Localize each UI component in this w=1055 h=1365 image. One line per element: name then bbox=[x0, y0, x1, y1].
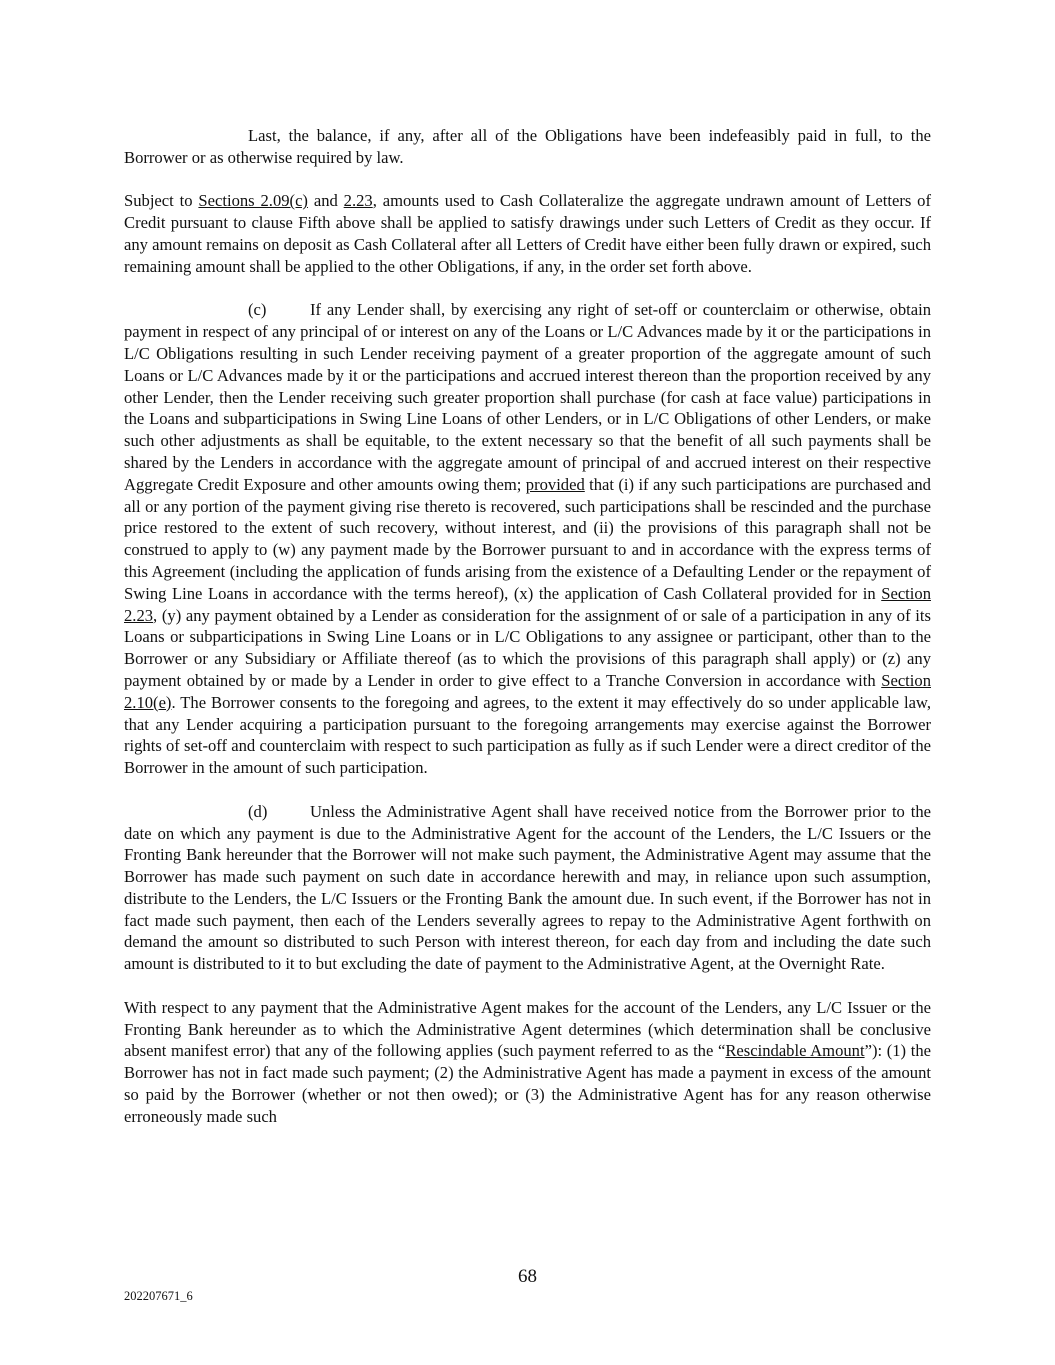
paragraph-text: , (y) any payment obtained by a Lender as consideration for the assignment of or sale of a participation in any of its Loans or subparticipations in Swing Line Loans or in L/C Obligations to any assignee or participant, other than to the Borrower or any Subsidiary or Affiliate thereof (as to which the provisions of this paragraph shall apply) or (z) any payment obtained by or made by a Lender in order to give effect to a Tranche Conversion in accordance with bbox=[124, 605, 931, 690]
paragraph-text: that (i) if any such participations are purchased and all or any portion of the payment giving rise thereto is recovered, such participations shall be rescinded and the purchase price restored to the extent of such recovery, without interest, and (ii) the provisions of this paragraph shall not be construed to apply to (w) any payment made by the Borrower pursuant to and in accordance with the express terms of this Agreement (including the application of funds arising from the existence of a Defaulting Lender or the repayment of Swing Line Loans in accordance with the terms hereof), (x) the application of Cash Collateral provided for in bbox=[124, 474, 931, 603]
section-reference: Section 2.23 bbox=[124, 583, 931, 625]
paragraph-last-balance bbox=[124, 125, 931, 169]
paragraph-text: Subject to bbox=[124, 191, 199, 211]
clause-label: (d) bbox=[248, 801, 268, 821]
section-reference: 2.23 bbox=[343, 191, 373, 211]
paragraph-clause-d bbox=[124, 801, 931, 975]
paragraph-clause-c bbox=[124, 299, 931, 779]
page-number: 68 bbox=[518, 1266, 537, 1287]
paragraph-text: Last, the balance, if any, after all of the Obligations have been indefeasibly paid in full, to the Borrower or as otherwise required by law. bbox=[124, 126, 931, 167]
clause-label: (c) bbox=[248, 300, 267, 320]
document-id: 202207671_6 bbox=[124, 1289, 193, 1303]
defined-term: Rescindable Amount bbox=[725, 1041, 865, 1061]
paragraph-text: and bbox=[307, 191, 344, 211]
paragraph-text: If any Lender shall, by exercising any right of set-off or counterclaim or otherwise, obtain payment in respect of any principal of or interest on any of the Loans or L/C Advances made by it or the participations in L/C Obligations resulting in such Lender receiving payment of a greater proportion of the aggregate amount of such Loans or L/C Advances made by it or the participations and accrued interest thereon than the proportion received by any other Lender, then the Lender receiving such greater proportion shall purchase (for cash at face value) participations in the Loans and subparticipations in Swing Line Loans of other Lenders, or in L/C Obligations of other Lenders, or make such other adjustments as shall be equitable, to the extent necessary so that the benefit of all such payments shall be shared by the Lenders in accordance with the aggregate amount of principal of and accrued interest on their respective Aggregate Credit Exposure and other amounts owing them; bbox=[124, 300, 931, 494]
paragraph-text: Unless the Administrative Agent shall have received notice from the Borrower prior to the date on which any payment is due to the Administrative Agent for the account of the Lenders, the L/C Issuers or the Fronting Bank hereunder that the Borrower will not make such payment, the Administrative Agent may assume that the Borrower has made such payment on such date in accordance herewith and may, in reliance upon such assumption, distribute to the Lenders, the L/C Issuers or the Fronting Bank the amount due. In such event, if the Borrower has not in fact made such payment, then each of the Lenders severally agrees to repay to the Administrative Agent forthwith on demand the amount so distributed to such Person with interest thereon, for each day from and including the date such amount is distributed to it to but excluding the date of payment to the Administrative Agent, at the Overnight Rate. bbox=[124, 801, 931, 974]
paragraph-rescindable-amount bbox=[124, 997, 931, 1128]
section-reference: Section 2.10(e) bbox=[124, 670, 931, 712]
paragraph-text: , amounts used to Cash Collateralize the aggregate undrawn amount of Letters of Credit pursuant to clause Fifth above shall be applied to satisfy drawings under such Letters of Credit as they occur. If any amount remains on deposit as Cash Collateral after all Letters of Credit have either been fully drawn or expired, such remaining amount shall be applied to the other Obligations, if any, in the order set forth above. bbox=[124, 191, 932, 276]
paragraph-text: ”): (1) the Borrower has not in fact made such payment; (2) the Administrative Agent has made a payment in excess of the amount so paid by the Borrower (whether or not then owed); or (3) the Administrative Agent has for any reason otherwise erroneously made such bbox=[124, 1041, 931, 1126]
paragraph-text: . The Borrower consents to the foregoing and agrees, to the extent it may effectively do so under applicable law, that any Lender acquiring a participation pursuant to the foregoing arrangements may exercise against the Borrower rights of set-off and counterclaim with respect to such participation as fully as if such Lender were a direct creditor of the Borrower in the amount of such participation. bbox=[124, 692, 931, 778]
section-reference: Sections 2.09(c) bbox=[198, 191, 308, 211]
paragraph-text: With respect to any payment that the Administrative Agent makes for the account of the Lenders, any L/C Issuer or the Fronting Bank hereunder as to which the Administrative Agent determines (which determination shall be conclusive absent manifest error) that any of the following applies (such payment referred to as the “ bbox=[124, 997, 931, 1061]
defined-term: provided bbox=[525, 474, 585, 494]
document-body bbox=[124, 125, 931, 1149]
paragraph-cash-collateral bbox=[124, 190, 931, 277]
